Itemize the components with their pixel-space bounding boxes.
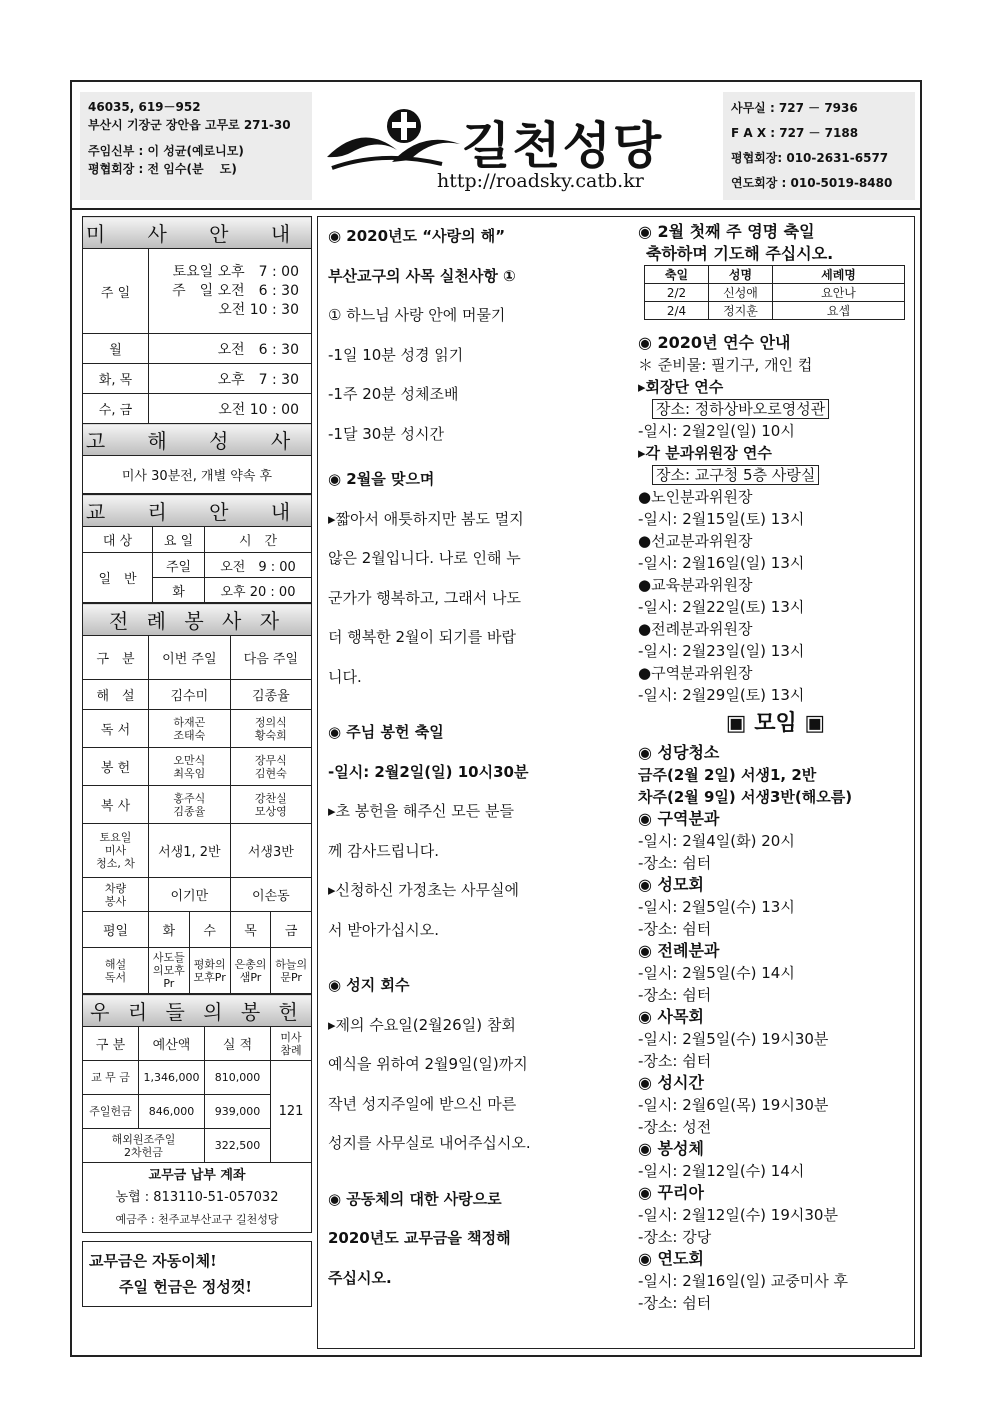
header-address-box <box>80 92 312 200</box>
yeondo-phone: 연도회장 : 010-5019-8480 <box>731 176 893 190</box>
server-role: 해 설 <box>83 680 149 710</box>
account-number: 농협 : 813110-51-057032 <box>115 1189 279 1205</box>
meeting-title: ◉ 봉성체 <box>638 1139 704 1158</box>
weekday-server: 하늘의 문Pr <box>271 948 312 994</box>
training-line: -일시: 2월29일(토) 13시 <box>638 686 805 704</box>
mass-time: 오후 7 : 30 <box>149 364 312 394</box>
catechism-day: 주일 <box>153 553 205 578</box>
meeting-title: ◉ 성당청소 <box>638 743 720 762</box>
training-line: ●선교분과위원장 <box>638 532 753 550</box>
feast-header: 성명 <box>709 266 773 284</box>
bulletin-frame <box>70 80 922 1357</box>
february-title: ◉ 2월을 맞으며 <box>328 470 435 488</box>
community-love-line: 2020년도 교무금을 책정해 <box>328 1229 511 1247</box>
palm-line: 성지를 사무실로 내어주십시오. <box>328 1134 531 1152</box>
february-line: 더 행복한 2월이 되기를 바랍 <box>328 628 517 646</box>
mass-time: 오전 6 : 30 <box>149 334 312 364</box>
sunday-time-2: 주 일 오전 6 : 30 <box>172 282 299 299</box>
february-line: ▸짧아서 애틋하지만 봄도 멀지 <box>328 509 524 528</box>
offering-header: 실 적 <box>205 1027 271 1061</box>
offering-table <box>82 994 312 1233</box>
postal-code: 46035, 619－952 <box>88 100 201 114</box>
feast-table <box>644 265 905 320</box>
weekday-header: 화 <box>149 912 190 948</box>
february-line: 군가가 행복하고, 그래서 나도 <box>328 588 521 607</box>
meeting-title: ◉ 성시간 <box>638 1073 704 1092</box>
meetings-title: ▣ 모임 ▣ <box>725 711 826 736</box>
sunday-time-3: 오전 10 : 30 <box>218 301 299 318</box>
servers-table <box>82 603 312 994</box>
server-role: 차량 봉사 <box>83 878 149 912</box>
meeting-title: ◉ 꾸리아 <box>638 1183 704 1202</box>
offering-header: 예산액 <box>139 1027 205 1061</box>
feast-name: 신성애 <box>709 284 773 302</box>
offering-budget: 846,000 <box>139 1095 205 1129</box>
account-title: 교무금 납부 계좌 <box>148 1167 246 1183</box>
confession-title: 고 해 성 사 <box>83 424 312 456</box>
header-contact-box <box>723 92 915 200</box>
mass-day: 화, 목 <box>83 364 149 394</box>
server-this: 김수미 <box>149 680 231 710</box>
server-next: 서생3반 <box>230 824 311 878</box>
street-address: 부산시 기장군 장안읍 고무로 271-30 <box>88 118 291 132</box>
february-line: 않은 2월입니다. 나로 인해 누 <box>328 549 521 567</box>
catechism-title: 교 리 안 내 <box>83 495 312 527</box>
meeting-line: 금주(2월 2일) 서생1, 2반 <box>638 766 817 784</box>
confession-text: 미사 30분전, 개별 약속 후 <box>83 456 312 494</box>
training-line: ●노인분과위원장 <box>638 488 753 506</box>
server-next: 이손동 <box>230 878 311 912</box>
meeting-line: -일시: 2월5일(수) 13시 <box>638 898 795 916</box>
header-divider <box>72 208 920 210</box>
meeting-line: 차주(2월 9일) 서생3반(해오름) <box>638 788 853 806</box>
weekday-server: 은총의 샘Pr <box>230 948 271 994</box>
offering-title: 우 리 들 의 봉 헌 <box>83 995 312 1027</box>
mass-attendance: 121 <box>271 1061 312 1163</box>
server-this: 하재곤 조태숙 <box>149 710 231 748</box>
feast-name: 정지훈 <box>709 302 773 320</box>
meeting-line: -장소: 쉼터 <box>638 1052 712 1070</box>
catechism-group: 일 반 <box>83 553 153 603</box>
training-line: ＊ 준비물: 필기구, 개인 컵 <box>638 356 813 374</box>
training-line: ▸각 분과위원장 연수 <box>638 444 772 462</box>
meeting-line: -일시: 2월4일(화) 20시 <box>638 832 795 850</box>
server-this: 이기만 <box>149 878 231 912</box>
mass-time: 오전 10 : 00 <box>149 394 312 424</box>
meeting-title: ◉ 사목회 <box>638 1007 704 1026</box>
meeting-line: -장소: 강당 <box>638 1228 712 1246</box>
servers-title: 전 례 봉 사 자 <box>83 604 312 636</box>
training-place: 장소: 정하상바오로영성관 <box>652 399 829 419</box>
server-next: 장무식 김현숙 <box>230 748 311 786</box>
office-phone: 사무실 : 727 － 7936 <box>731 101 858 115</box>
meeting-title: ◉ 구역분과 <box>638 809 720 828</box>
server-this: 홍주식 김종율 <box>149 786 231 824</box>
website-url[interactable]: http://roadsky.catb.kr <box>437 170 644 192</box>
training-line: ▸회장단 연수 <box>638 378 724 396</box>
meeting-line: -일시: 2월12일(수) 14시 <box>638 1162 805 1180</box>
catechism-table <box>82 494 312 603</box>
meeting-line: -일시: 2월16일(일) 교중미사 후 <box>638 1272 849 1290</box>
presentation-line: ▸초 봉헌을 해주신 모든 분들 <box>328 802 514 820</box>
practice-line: -1주 20분 성체조배 <box>328 385 459 403</box>
account-holder: 예금주 : 천주교부산교구 길천성당 <box>115 1212 279 1226</box>
community-love-line: 주십시오. <box>328 1268 392 1287</box>
server-role: 독 서 <box>83 710 149 748</box>
training-line: -일시: 2월15일(토) 13시 <box>638 510 805 528</box>
offering-label: 주일헌금 <box>83 1095 139 1129</box>
training-line: ●구역분과위원장 <box>638 664 753 682</box>
offering-actual: 939,000 <box>205 1095 271 1129</box>
catechism-header: 시 간 <box>205 527 312 553</box>
note-line-2: 주일 헌금은 정성껏! <box>119 1278 252 1296</box>
feast-date: 2/4 <box>645 302 709 320</box>
meeting-line: -장소: 쉼터 <box>638 1294 712 1312</box>
pastor-name: 주임신부 : 이 성균(예로니모) <box>88 144 244 158</box>
meeting-line: -일시: 2월6일(목) 19시30분 <box>638 1096 829 1114</box>
mass-title: 미 사 안 내 <box>83 217 312 249</box>
weekday-header: 금 <box>271 912 312 948</box>
server-next: 김종율 <box>230 680 311 710</box>
sunday-time-1: 토요일 오후 7 : 00 <box>172 263 299 280</box>
catechism-day: 화 <box>153 578 205 603</box>
servers-header: 다음 주일 <box>230 636 311 680</box>
right-column <box>638 217 913 1314</box>
community-love-line: ◉ 공동체의 대한 사랑으로 <box>328 1189 502 1208</box>
meeting-line: -일시: 2월12일(수) 19시30분 <box>638 1206 838 1224</box>
servers-header: 이번 주일 <box>149 636 231 680</box>
catechism-header: 대 상 <box>83 527 153 553</box>
offering-actual: 322,500 <box>205 1129 271 1163</box>
presentation-line: 서 받아가십시오. <box>328 920 439 939</box>
meeting-line: -장소: 쉼터 <box>638 854 712 872</box>
meeting-line: -장소: 성전 <box>638 1118 712 1136</box>
catechism-time: 오후 20 : 00 <box>205 578 312 603</box>
weekday-header: 목 <box>230 912 271 948</box>
meeting-line: -일시: 2월5일(수) 14시 <box>638 964 795 982</box>
feast-date: 2/2 <box>645 284 709 302</box>
palm-collection-title: ◉ 성지 회수 <box>328 976 410 994</box>
training-line: -일시: 2월16일(일) 13시 <box>638 554 805 572</box>
server-role: 복 사 <box>83 786 149 824</box>
offering-actual: 810,000 <box>205 1061 271 1095</box>
fax-number: F A X : 727 － 7188 <box>731 126 859 140</box>
sunday-label: 주 일 <box>83 249 149 334</box>
meeting-line: -장소: 쉼터 <box>638 986 712 1004</box>
offering-budget: 1,346,000 <box>139 1061 205 1095</box>
servers-header: 구 분 <box>83 636 149 680</box>
training-line: ●전례분과위원장 <box>638 620 753 638</box>
presentation-line: ▸신청하신 가정초는 사무실에 <box>328 881 519 899</box>
practice-line: -1달 30분 성시간 <box>328 424 445 443</box>
church-name: 길천성당 <box>462 117 664 175</box>
meeting-title: ◉ 연도회 <box>638 1249 704 1268</box>
love-year-title: ◉ 2020년도 “사랑의 해” <box>328 227 506 245</box>
server-this: 오만식 최옥임 <box>149 748 231 786</box>
palm-line: 예식을 위하여 2월9일(일)까지 <box>328 1055 528 1073</box>
weekday-role: 해설 독서 <box>83 948 149 994</box>
mass-schedule-table <box>82 216 312 494</box>
server-this: 서생1, 2반 <box>149 824 231 878</box>
presentation-line: -일시: 2월2일(일) 10시30분 <box>328 762 529 781</box>
council-president: 평협회장 : 전 임수(분 도) <box>88 162 237 176</box>
catechism-header: 요 일 <box>153 527 205 553</box>
palm-line: 작년 성지주일에 받으신 마른 <box>328 1094 517 1113</box>
meeting-line: -장소: 쉼터 <box>638 920 712 938</box>
training-line: ●교육분과위원장 <box>638 576 753 594</box>
practice-line: -1일 10분 성경 읽기 <box>328 345 464 364</box>
server-role: 토요일 미사 청소, 차 <box>83 824 149 878</box>
middle-column <box>328 217 608 1298</box>
palm-line: ▸제의 수요일(2월26일) 참회 <box>328 1015 516 1034</box>
weekday-header: 평일 <box>83 912 149 948</box>
meeting-title: ◉ 전례분과 <box>638 941 720 960</box>
training-place: 장소: 교구청 5층 사랑실 <box>652 465 819 485</box>
server-next: 강찬실 모상영 <box>230 786 311 824</box>
weekday-header: 수 <box>189 912 230 948</box>
left-column <box>82 216 312 1307</box>
note-line-1: 교무금은 자동이체! <box>89 1252 217 1270</box>
feast-subtitle: 축하하며 기도해 주십시오. <box>646 244 834 263</box>
training-line: -일시: 2월23일(일) 13시 <box>638 642 805 660</box>
feast-title: ◉ 2월 첫째 주 영명 축일 <box>638 222 815 241</box>
training-line: -일시: 2월22일(토) 13시 <box>638 598 805 616</box>
presentation-feast-title: ◉ 주님 봉헌 축일 <box>328 723 444 741</box>
offering-label: 해외원조주일 2차헌금 <box>83 1129 205 1163</box>
feast-baptism: 요안나 <box>773 284 905 302</box>
church-logo <box>322 96 718 198</box>
feast-baptism: 요셉 <box>773 302 905 320</box>
pastoral-practice-title: 부산교구의 사목 실천사항 ① <box>328 266 516 285</box>
offering-label: 교 무 금 <box>83 1061 139 1095</box>
weekday-server: 사도들 의모후 Pr <box>149 948 190 994</box>
offering-header: 미사 참례 <box>271 1027 312 1061</box>
offering-header: 구 분 <box>83 1027 139 1061</box>
mass-day: 월 <box>83 334 149 364</box>
main-content <box>317 216 915 1349</box>
training-line: -일시: 2월2일(일) 10시 <box>638 422 795 440</box>
february-line: 니다. <box>328 667 362 686</box>
mass-day: 수, 금 <box>83 394 149 424</box>
server-role: 봉 헌 <box>83 748 149 786</box>
server-next: 정의식 황숙희 <box>230 710 311 748</box>
meeting-line: -일시: 2월5일(수) 19시30분 <box>638 1030 829 1048</box>
weekday-server: 평화의 모후Pr <box>189 948 230 994</box>
council-phone: 평협회장: 010-2631-6577 <box>731 151 889 165</box>
practice-line: ① 하느님 사랑 안에 머물기 <box>328 306 506 324</box>
donation-note <box>82 1241 312 1307</box>
presentation-line: 께 감사드립니다. <box>328 841 439 860</box>
catechism-time: 오전 9 : 00 <box>205 553 312 578</box>
feast-header: 축일 <box>645 266 709 284</box>
feast-header: 세례명 <box>773 266 905 284</box>
meeting-title: ◉ 성모회 <box>638 875 704 894</box>
training-title: ◉ 2020년 연수 안내 <box>638 333 791 352</box>
